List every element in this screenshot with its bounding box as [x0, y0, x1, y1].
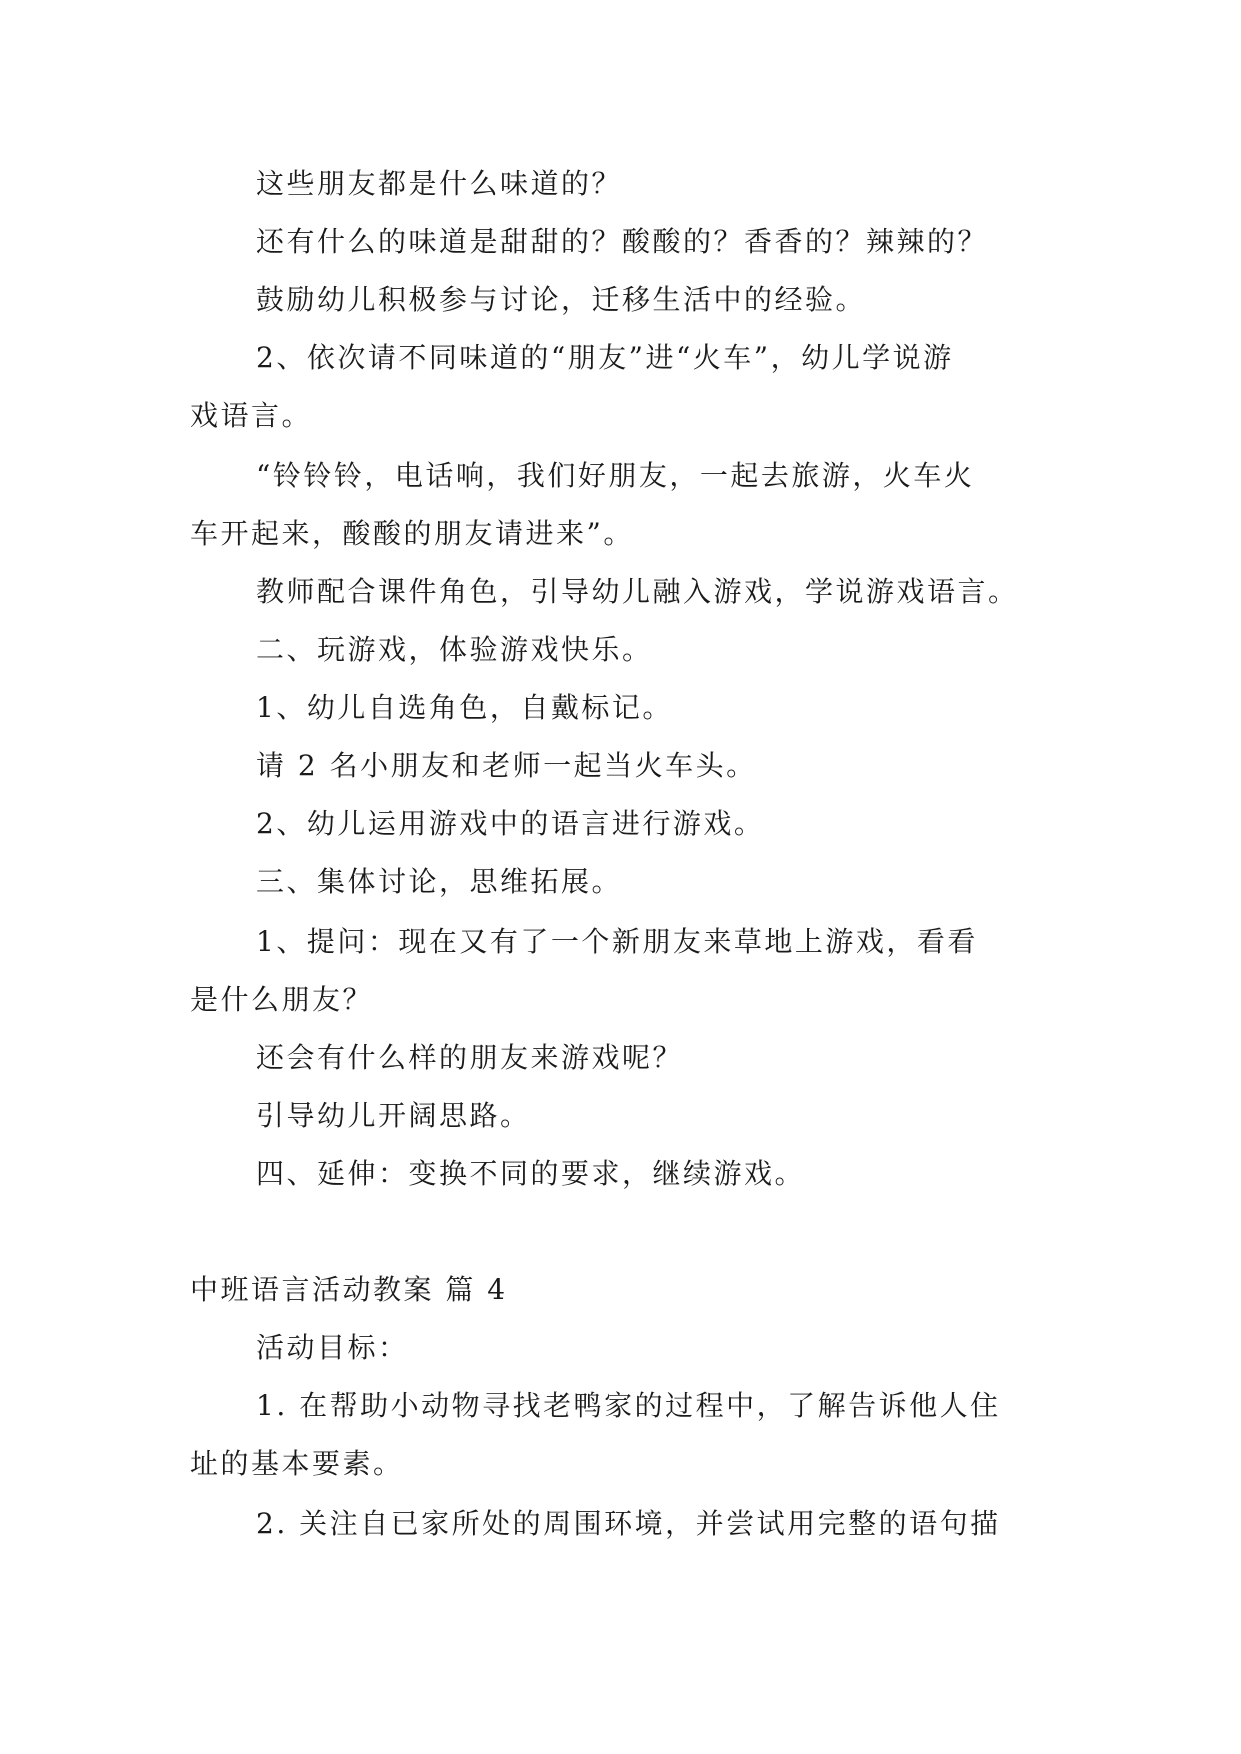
paragraph-line: 请 2 名小朋友和老师一起当火车头。: [256, 749, 757, 782]
paragraph-line: 二、玩游戏，体验游戏快乐。: [256, 633, 653, 666]
paragraph-line: 2、幼儿运用游戏中的语言进行游戏。: [256, 807, 765, 840]
paragraph-line: 引导幼儿开阔思路。: [256, 1099, 531, 1132]
paragraph-line: 还会有什么样的朋友来游戏呢？: [256, 1041, 684, 1074]
paragraph-line: 戏语言。: [190, 399, 313, 432]
paragraph-line: 是什么朋友？: [190, 983, 374, 1016]
paragraph-line: 这些朋友都是什么味道的？: [256, 167, 623, 200]
paragraph-line: 1、幼儿自选角色，自戴标记。: [256, 691, 673, 724]
paragraph-line: 1. 在帮助小动物寻找老鸭家的过程中，了解告诉他人住: [256, 1389, 1001, 1422]
paragraph-line: 址的基本要素。: [190, 1447, 404, 1480]
paragraph-line: 三、集体讨论，思维拓展。: [256, 865, 623, 898]
paragraph-line: 车开起来，酸酸的朋友请进来”。: [190, 517, 634, 550]
paragraph-line: 教师配合课件角色，引导幼儿融入游戏，学说游戏语言。: [256, 575, 1019, 608]
paragraph-line: 2、依次请不同味道的“朋友”进“火车”，幼儿学说游: [256, 341, 954, 374]
paragraph-line: 2. 关注自已家所处的周围环境，并尝试用完整的语句描: [256, 1507, 1001, 1540]
paragraph-line: 活动目标：: [256, 1331, 409, 1364]
paragraph-line: 还有什么的味道是甜甜的？酸酸的？香香的？辣辣的？: [256, 225, 989, 258]
paragraph-line: 鼓励幼儿积极参与讨论，迁移生活中的经验。: [256, 283, 867, 316]
paragraph-line: 1、提问：现在又有了一个新朋友来草地上游戏，看看: [256, 925, 978, 958]
paragraph-line: “铃铃铃，电话响，我们好朋友，一起去旅游，火车火: [256, 459, 975, 492]
section-heading: 中班语言活动教案 篇 4: [190, 1273, 508, 1306]
paragraph-line: 四、延伸：变换不同的要求，继续游戏。: [256, 1157, 806, 1190]
